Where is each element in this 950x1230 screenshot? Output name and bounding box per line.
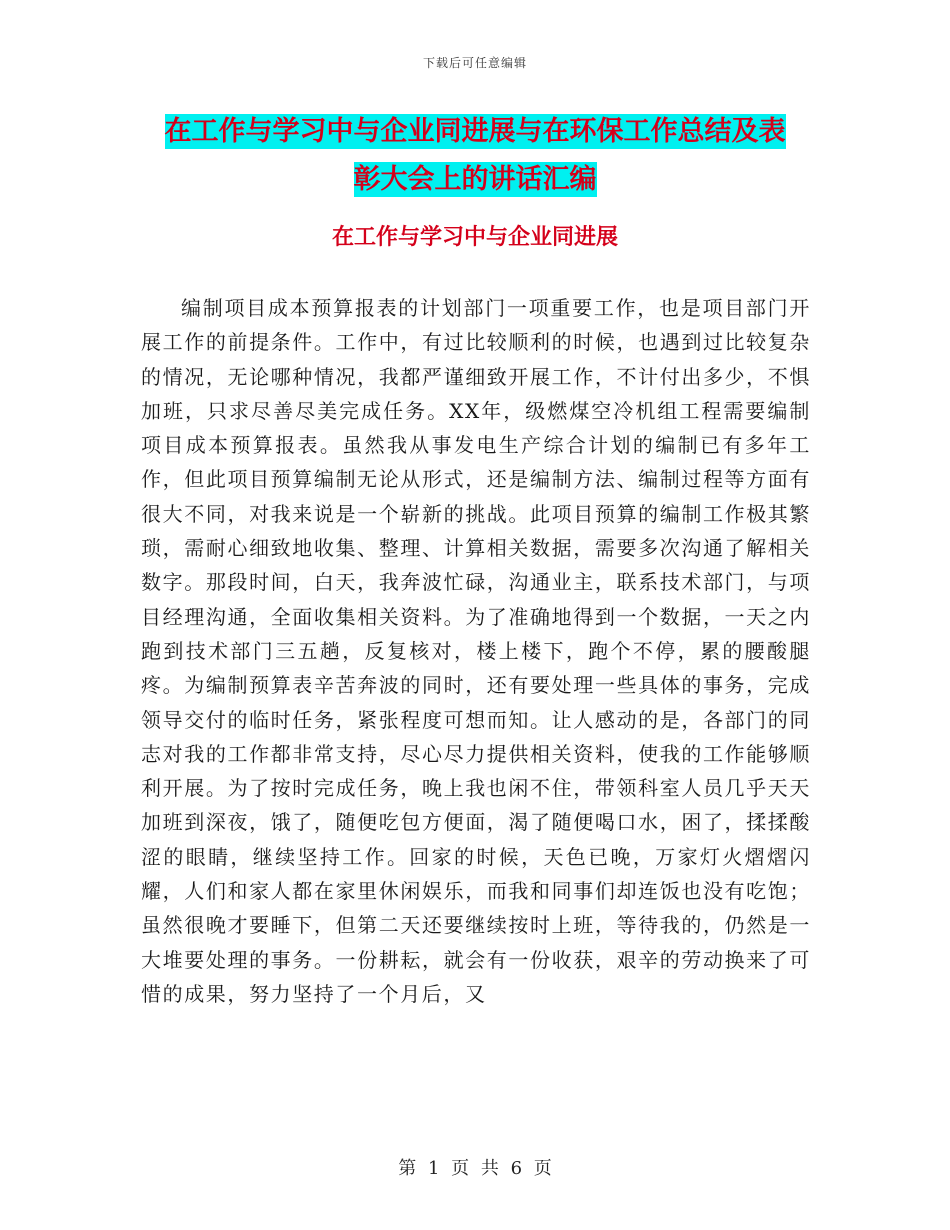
document-title-line-1: 在工作与学习中与企业同进展与在环保工作总结及表 xyxy=(164,116,786,147)
page-footer: 第 1 页 共 6 页 xyxy=(398,1158,552,1179)
header-note: 下载后可任意编辑 xyxy=(422,56,527,70)
document-title-line-2: 彰大会上的讲话汇编 xyxy=(353,164,597,195)
document-title xyxy=(140,108,810,204)
section-heading: 在工作与学习中与企业同进展 xyxy=(331,224,618,250)
body-paragraph: 编制项目成本预算报表的计划部门一项重要工作，也是项目部门开展工作的前提条件。工作中，有过比较顺利的时候，也遇到过比较复杂的情况，无论哪种情况，我都严谨细致开展工作，不计付出多少，不惧加班，只求尽善尽美完成任务。XX年，级燃煤空冷机组工程需要编制项目成本预算报表。虽然我从事发电生产综合计划的编制已有多年工作，但此项目预算编制无论从形式，还是编制方法、编制过程等方面有很大不同，对我来说是一个崭新的挑战。此项目预算的编制工作极其繁琐，需耐心细致地收集、整理、计算相关数据，需要多次沟通了解相关数字。那段时间，白天，我奔波忙碌，沟通业主，联系技术部门，与项目经理沟通，全面收集相关资料。为了准确地得到一个数据，一天之内跑到技术部门三五趟，反复核对，楼上楼下，跑个不停，累的腰酸腿疼。为编制预算表辛苦奔波的同时，还有要处理一些具体的事务，完成领导交付的临时任务，紧张程度可想而知。让人感动的是，各部门的同志对我的工作都非常支持，尽心尽力提供相关资料，使我的工作能够顺利开展。为了按时完成任务，晚上我也闲不住，带领科室人员几乎天天加班到深夜，饿了，随便吃包方便面，渴了随便喝口水，困了，揉揉酸涩的眼睛，继续坚持工作。回家的时候，天色已晚，万家灯火熠熠闪耀，人们和家人都在家里休闲娱乐，而我和同事们却连饭也没有吃饱；虽然很晚才要睡下，但第二天还要继续按时上班，等待我的，仍然是一大堆要处理的事务。一份耕耘，就会有一份收获，艰辛的劳动换来了可惜的成果，努力坚持了一个月后，又 xyxy=(141,296,811,1006)
